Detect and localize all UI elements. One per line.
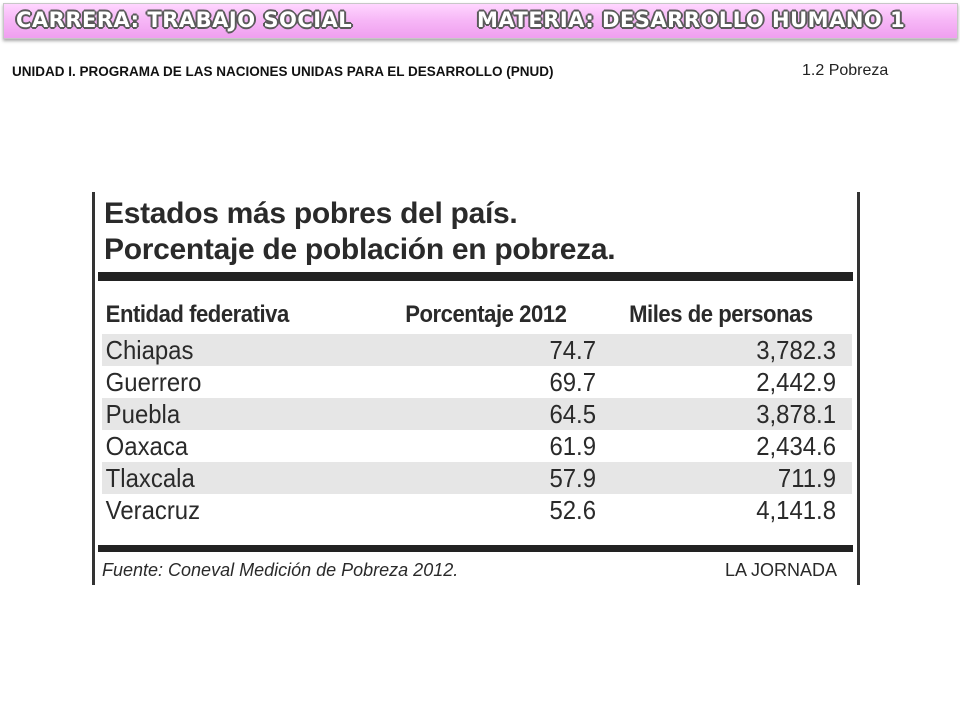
cell-thousands: 3,782.3 xyxy=(756,334,836,365)
cell-state: Guerrero xyxy=(105,366,202,397)
figure-left-border xyxy=(92,192,95,585)
poverty-table xyxy=(102,296,852,526)
career-title: CARRERA: TRABAJO SOCIAL xyxy=(16,8,353,32)
table-row xyxy=(102,398,852,430)
cell-percent: 64.5 xyxy=(549,398,596,429)
table-header xyxy=(102,296,852,334)
cell-percent: 69.7 xyxy=(549,366,596,397)
table-row xyxy=(102,462,852,494)
cell-percent: 74.7 xyxy=(549,334,596,365)
cell-percent: 61.9 xyxy=(549,430,596,461)
poverty-table-figure xyxy=(92,188,861,588)
cell-thousands: 2,434.6 xyxy=(756,430,836,461)
cell-state: Veracruz xyxy=(105,494,201,525)
source-note: Fuente: Coneval Medición de Pobreza 2012. xyxy=(102,560,459,580)
column-header-percent: Porcentaje 2012 xyxy=(405,301,567,328)
cell-state: Oaxaca xyxy=(105,430,189,461)
figure-title xyxy=(104,196,615,268)
column-header-state: Entidad federativa xyxy=(105,301,289,328)
cell-percent: 52.6 xyxy=(549,494,596,525)
table-row xyxy=(102,366,852,398)
cell-thousands: 711.9 xyxy=(777,462,836,493)
figure-title-line-2: Porcentaje de población en pobreza. xyxy=(104,233,616,266)
footer-rule xyxy=(98,545,853,552)
cell-percent: 57.9 xyxy=(549,462,596,493)
figure-title-line-1: Estados más pobres del país. xyxy=(104,197,518,230)
unit-title: UNIDAD I. PROGRAMA DE LAS NACIONES UNIDAS PARA EL DESARROLLO (PNUD) xyxy=(12,64,554,79)
topic-label: 1.2 Pobreza xyxy=(802,62,889,79)
cell-state: Tlaxcala xyxy=(105,462,195,493)
title-rule xyxy=(98,272,853,281)
publication-credit: LA JORNADA xyxy=(725,560,838,580)
column-header-thousands: Miles de personas xyxy=(629,301,813,328)
figure-right-border xyxy=(857,192,860,585)
header-banner xyxy=(3,3,958,39)
cell-thousands: 3,878.1 xyxy=(756,398,836,429)
subject-title: MATERIA: DESARROLLO HUMANO 1 xyxy=(477,8,906,32)
cell-thousands: 2,442.9 xyxy=(756,366,836,397)
cell-thousands: 4,141.8 xyxy=(756,494,836,525)
cell-state: Chiapas xyxy=(105,334,194,365)
cell-state: Puebla xyxy=(105,398,181,429)
table-row xyxy=(102,494,852,526)
table-row xyxy=(102,334,852,366)
table-row xyxy=(102,430,852,462)
